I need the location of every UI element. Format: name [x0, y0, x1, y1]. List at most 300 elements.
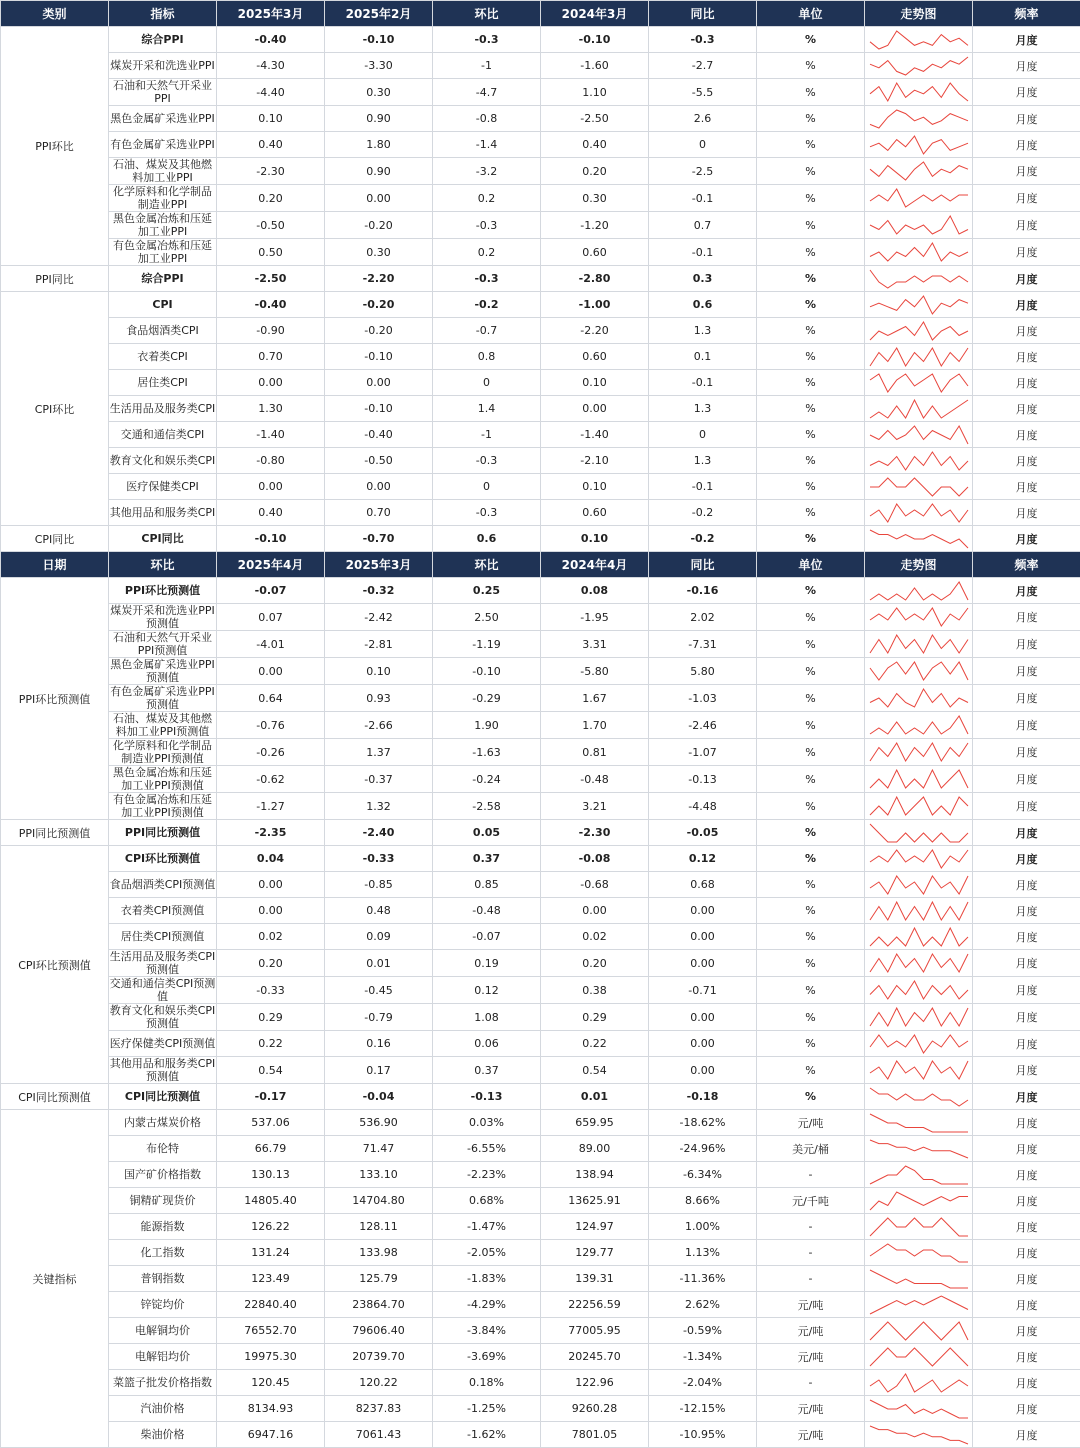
indicator-name: 有色金属冶炼和压延加工业PPI: [109, 239, 217, 266]
mom-change: -0.07: [433, 924, 541, 950]
unit-cell: -: [757, 1266, 865, 1292]
trend-cell: [865, 27, 973, 53]
current-value: 14805.40: [217, 1188, 325, 1214]
indicator-name: 石油和天然气开采业PPI预测值: [109, 631, 217, 658]
indicator-name: 煤炭开采和洗选业PPI: [109, 53, 217, 79]
frequency-cell: 月度: [973, 1240, 1080, 1266]
frequency-cell: 月度: [973, 79, 1080, 106]
previous-value: -0.70: [325, 526, 433, 552]
current-value: 126.22: [217, 1214, 325, 1240]
previous-value: 133.98: [325, 1240, 433, 1266]
unit-cell: %: [757, 950, 865, 977]
table-row: [1, 604, 1080, 631]
trend-line: [870, 1374, 968, 1392]
mom-change: 0.25: [433, 578, 541, 604]
yoy-change: 0.68: [649, 872, 757, 898]
previous-value: 0.00: [325, 370, 433, 396]
previous-value: -0.50: [325, 448, 433, 474]
trend-cell: [865, 1031, 973, 1057]
header-unit[interactable]: 单位: [757, 1, 865, 27]
frequency-cell: 月度: [973, 766, 1080, 793]
trend-line: [870, 1088, 968, 1106]
yoy-change: -24.96%: [649, 1136, 757, 1162]
unit-cell: %: [757, 872, 865, 898]
unit-cell: %: [757, 924, 865, 950]
mom-change: -1.62%: [433, 1422, 541, 1448]
trend-sparkline: [868, 55, 970, 77]
header-category[interactable]: 类别: [1, 1, 109, 27]
mom-change: -0.24: [433, 766, 541, 793]
mom-change: -4.7: [433, 79, 541, 106]
header-category[interactable]: 日期: [1, 552, 109, 578]
current-value: 131.24: [217, 1240, 325, 1266]
table-row: [1, 27, 1080, 53]
header-mom[interactable]: 环比: [433, 552, 541, 578]
frequency-cell: 月度: [973, 292, 1080, 318]
category-cell: CPI同比预测值: [1, 1084, 109, 1110]
indicator-name: 交通和通信类CPI预测值: [109, 977, 217, 1004]
table-row: [1, 631, 1080, 658]
previous-value: 0.09: [325, 924, 433, 950]
trend-cell: [865, 239, 973, 266]
mom-change: 0.18%: [433, 1370, 541, 1396]
last-year-value: 0.00: [541, 396, 649, 422]
yoy-change: 0.00: [649, 950, 757, 977]
trend-cell: [865, 500, 973, 526]
current-value: 0.00: [217, 872, 325, 898]
trend-line: [870, 1400, 968, 1418]
mom-change: 0.8: [433, 344, 541, 370]
mom-change: -0.3: [433, 27, 541, 53]
yoy-change: -5.5: [649, 79, 757, 106]
trend-line: [870, 635, 968, 653]
trend-line: [870, 400, 968, 418]
unit-cell: %: [757, 631, 865, 658]
yoy-change: -11.36%: [649, 1266, 757, 1292]
trend-sparkline: [868, 320, 970, 342]
current-value: 0.70: [217, 344, 325, 370]
trend-sparkline: [868, 900, 970, 922]
last-year-value: -0.10: [541, 27, 649, 53]
trend-line: [870, 743, 968, 761]
trend-line: [870, 478, 968, 496]
frequency-cell: 月度: [973, 578, 1080, 604]
header-last-year[interactable]: 2024年4月: [541, 552, 649, 578]
frequency-cell: 月度: [973, 1057, 1080, 1084]
yoy-change: -0.1: [649, 474, 757, 500]
previous-value: 8237.83: [325, 1396, 433, 1422]
table-row: [1, 500, 1080, 526]
yoy-change: -12.15%: [649, 1396, 757, 1422]
previous-value: -2.81: [325, 631, 433, 658]
trend-sparkline: [868, 1112, 970, 1134]
trend-cell: [865, 292, 973, 318]
previous-value: 0.00: [325, 474, 433, 500]
last-year-value: 89.00: [541, 1136, 649, 1162]
trend-cell: [865, 526, 973, 552]
trend-sparkline: [868, 476, 970, 498]
mom-change: -0.8: [433, 106, 541, 132]
trend-sparkline: [868, 187, 970, 209]
trend-sparkline: [868, 1164, 970, 1186]
indicator-name: 生活用品及服务类CPI预测值: [109, 950, 217, 977]
table-row: [1, 793, 1080, 820]
trend-line: [870, 954, 968, 972]
trend-sparkline: [868, 979, 970, 1001]
previous-value: -0.37: [325, 766, 433, 793]
table-row: [1, 1136, 1080, 1162]
trend-line: [870, 928, 968, 946]
trend-cell: [865, 872, 973, 898]
header-yoy[interactable]: 同比: [649, 1, 757, 27]
unit-cell: %: [757, 766, 865, 793]
previous-value: -0.40: [325, 422, 433, 448]
yoy-change: 0.00: [649, 1057, 757, 1084]
trend-sparkline: [868, 241, 970, 263]
current-value: 0.00: [217, 898, 325, 924]
previous-value: -2.42: [325, 604, 433, 631]
header-previous[interactable]: 2025年3月: [325, 552, 433, 578]
trend-cell: [865, 79, 973, 106]
indicator-name: 衣着类CPI预测值: [109, 898, 217, 924]
trend-cell: [865, 1422, 973, 1448]
trend-sparkline: [868, 580, 970, 602]
trend-line: [870, 1296, 968, 1314]
indicator-name: 居住类CPI: [109, 370, 217, 396]
last-year-value: 3.31: [541, 631, 649, 658]
yoy-change: 0.00: [649, 1004, 757, 1031]
trend-line: [870, 1322, 968, 1340]
table-row: [1, 292, 1080, 318]
table-row: [1, 1318, 1080, 1344]
header-mom[interactable]: 环比: [433, 1, 541, 27]
trend-line: [870, 850, 968, 868]
yoy-change: 1.13%: [649, 1240, 757, 1266]
unit-cell: 元/吨: [757, 1110, 865, 1136]
indicator-name: 化学原料和化学制品制造业PPI预测值: [109, 739, 217, 766]
table-row: [1, 977, 1080, 1004]
trend-sparkline: [868, 346, 970, 368]
unit-cell: %: [757, 1057, 865, 1084]
yoy-change: -0.1: [649, 185, 757, 212]
trend-sparkline: [868, 502, 970, 524]
yoy-change: -2.5: [649, 158, 757, 185]
trend-cell: [865, 266, 973, 292]
frequency-cell: 月度: [973, 1004, 1080, 1031]
frequency-cell: 月度: [973, 712, 1080, 739]
last-year-value: -2.50: [541, 106, 649, 132]
trend-line: [870, 296, 968, 314]
current-value: -0.07: [217, 578, 325, 604]
trend-cell: [865, 793, 973, 820]
unit-cell: %: [757, 318, 865, 344]
category-cell: PPI环比预测值: [1, 578, 109, 820]
last-year-value: 0.60: [541, 344, 649, 370]
unit-cell: %: [757, 344, 865, 370]
current-value: 0.50: [217, 239, 325, 266]
table-row: [1, 239, 1080, 266]
header-indicator[interactable]: 指标: [109, 1, 217, 27]
header-frequency[interactable]: 频率: [973, 1, 1080, 27]
frequency-cell: 月度: [973, 631, 1080, 658]
frequency-cell: 月度: [973, 53, 1080, 79]
last-year-value: -5.80: [541, 658, 649, 685]
frequency-cell: 月度: [973, 1110, 1080, 1136]
unit-cell: %: [757, 212, 865, 239]
previous-value: -2.20: [325, 266, 433, 292]
unit-cell: %: [757, 846, 865, 872]
table-row: [1, 1292, 1080, 1318]
current-value: 19975.30: [217, 1344, 325, 1370]
unit-cell: 元/吨: [757, 1396, 865, 1422]
header-last-year[interactable]: 2024年3月: [541, 1, 649, 27]
mom-change: -0.3: [433, 266, 541, 292]
previous-value: 536.90: [325, 1110, 433, 1136]
previous-value: 1.37: [325, 739, 433, 766]
trend-sparkline: [868, 1242, 970, 1264]
last-year-value: 20245.70: [541, 1344, 649, 1370]
unit-cell: %: [757, 370, 865, 396]
trend-sparkline: [868, 108, 970, 130]
last-year-value: 0.29: [541, 1004, 649, 1031]
mom-change: 0.37: [433, 846, 541, 872]
unit-cell: %: [757, 820, 865, 846]
mom-change: -1.25%: [433, 1396, 541, 1422]
table-row: [1, 526, 1080, 552]
current-value: 0.40: [217, 500, 325, 526]
frequency-cell: 月度: [973, 872, 1080, 898]
indicator-name: 电解铝均价: [109, 1344, 217, 1370]
yoy-change: -0.18: [649, 1084, 757, 1110]
trend-cell: [865, 132, 973, 158]
trend-line: [870, 1244, 968, 1262]
current-value: 66.79: [217, 1136, 325, 1162]
last-year-value: 0.08: [541, 578, 649, 604]
mom-change: -0.3: [433, 448, 541, 474]
unit-cell: %: [757, 1004, 865, 1031]
yoy-change: 2.6: [649, 106, 757, 132]
trend-cell: [865, 1162, 973, 1188]
trend-sparkline: [868, 81, 970, 103]
frequency-cell: 月度: [973, 500, 1080, 526]
mom-change: -0.2: [433, 292, 541, 318]
frequency-cell: 月度: [973, 1136, 1080, 1162]
indicator-name: 食品烟酒类CPI预测值: [109, 872, 217, 898]
unit-cell: %: [757, 292, 865, 318]
header-row: [1, 1, 1080, 27]
last-year-value: 0.38: [541, 977, 649, 1004]
current-value: 130.13: [217, 1162, 325, 1188]
mom-change: -3.69%: [433, 1344, 541, 1370]
current-value: 0.00: [217, 474, 325, 500]
unit-cell: %: [757, 1084, 865, 1110]
indicator-name: 电解铜均价: [109, 1318, 217, 1344]
trend-line: [870, 1270, 968, 1288]
previous-value: -2.66: [325, 712, 433, 739]
unit-cell: %: [757, 132, 865, 158]
header-frequency[interactable]: 频率: [973, 552, 1080, 578]
indicator-name: CPI: [109, 292, 217, 318]
mom-change: -1.83%: [433, 1266, 541, 1292]
frequency-cell: 月度: [973, 422, 1080, 448]
frequency-cell: 月度: [973, 950, 1080, 977]
yoy-change: 1.3: [649, 318, 757, 344]
unit-cell: 元/吨: [757, 1318, 865, 1344]
mom-change: 0.05: [433, 820, 541, 846]
yoy-change: -0.2: [649, 500, 757, 526]
current-value: -0.40: [217, 27, 325, 53]
previous-value: 133.10: [325, 1162, 433, 1188]
trend-line: [870, 716, 968, 734]
header-trend[interactable]: 走势图: [865, 1, 973, 27]
header-current[interactable]: 2025年3月: [217, 1, 325, 27]
mom-change: 0.85: [433, 872, 541, 898]
table-row: [1, 712, 1080, 739]
previous-value: -0.20: [325, 212, 433, 239]
yoy-change: -6.34%: [649, 1162, 757, 1188]
current-value: 6947.16: [217, 1422, 325, 1448]
last-year-value: 13625.91: [541, 1188, 649, 1214]
last-year-value: 9260.28: [541, 1396, 649, 1422]
previous-value: 0.01: [325, 950, 433, 977]
table-row: [1, 318, 1080, 344]
trend-sparkline: [868, 1268, 970, 1290]
frequency-cell: 月度: [973, 448, 1080, 474]
frequency-cell: 月度: [973, 239, 1080, 266]
mom-change: 0.37: [433, 1057, 541, 1084]
trend-cell: [865, 318, 973, 344]
indicator-name: 黑色金属矿采选业PPI: [109, 106, 217, 132]
frequency-cell: 月度: [973, 1292, 1080, 1318]
trend-line: [870, 1192, 968, 1210]
current-value: -0.26: [217, 739, 325, 766]
mom-change: -0.3: [433, 212, 541, 239]
table-row: [1, 872, 1080, 898]
indicator-name: 菜篮子批发价格指数: [109, 1370, 217, 1396]
trend-line: [870, 83, 968, 101]
current-value: 0.20: [217, 950, 325, 977]
unit-cell: %: [757, 500, 865, 526]
trend-cell: [865, 1240, 973, 1266]
indicator-name: 布伦特: [109, 1136, 217, 1162]
last-year-value: 124.97: [541, 1214, 649, 1240]
table-row: [1, 1188, 1080, 1214]
unit-cell: %: [757, 578, 865, 604]
trend-cell: [865, 185, 973, 212]
trend-cell: [865, 924, 973, 950]
trend-line: [870, 216, 968, 234]
header-trend[interactable]: 走势图: [865, 552, 973, 578]
yoy-change: 8.66%: [649, 1188, 757, 1214]
trend-line: [870, 1166, 968, 1184]
mom-change: 0.2: [433, 239, 541, 266]
trend-cell: [865, 604, 973, 631]
header-indicator[interactable]: 环比: [109, 552, 217, 578]
current-value: 76552.70: [217, 1318, 325, 1344]
trend-cell: [865, 106, 973, 132]
yoy-change: 0.00: [649, 1031, 757, 1057]
yoy-change: 1.3: [649, 448, 757, 474]
mom-change: -0.10: [433, 658, 541, 685]
trend-sparkline: [868, 268, 970, 290]
last-year-value: 0.20: [541, 950, 649, 977]
trend-cell: [865, 1057, 973, 1084]
frequency-cell: 月度: [973, 1344, 1080, 1370]
unit-cell: %: [757, 712, 865, 739]
trend-line: [870, 243, 968, 261]
frequency-cell: 月度: [973, 898, 1080, 924]
mom-change: 2.50: [433, 604, 541, 631]
last-year-value: -2.30: [541, 820, 649, 846]
trend-sparkline: [868, 687, 970, 709]
trend-sparkline: [868, 1006, 970, 1028]
unit-cell: -: [757, 1240, 865, 1266]
trend-sparkline: [868, 1033, 970, 1055]
last-year-value: 77005.95: [541, 1318, 649, 1344]
table-row: [1, 1422, 1080, 1448]
current-value: 22840.40: [217, 1292, 325, 1318]
trend-line: [870, 1114, 968, 1132]
trend-sparkline: [868, 1138, 970, 1160]
mom-change: 0.06: [433, 1031, 541, 1057]
header-yoy[interactable]: 同比: [649, 552, 757, 578]
trend-line: [870, 189, 968, 207]
mom-change: -2.05%: [433, 1240, 541, 1266]
unit-cell: %: [757, 185, 865, 212]
header-previous[interactable]: 2025年2月: [325, 1, 433, 27]
indicator-name: 有色金属矿采选业PPI: [109, 132, 217, 158]
unit-cell: %: [757, 685, 865, 712]
trend-line: [870, 770, 968, 788]
trend-line: [870, 110, 968, 128]
unit-cell: %: [757, 422, 865, 448]
trend-cell: [865, 820, 973, 846]
unit-cell: %: [757, 53, 865, 79]
trend-sparkline: [868, 528, 970, 550]
previous-value: 0.10: [325, 658, 433, 685]
current-value: -4.01: [217, 631, 325, 658]
current-value: -0.50: [217, 212, 325, 239]
unit-cell: %: [757, 266, 865, 292]
trend-cell: [865, 631, 973, 658]
trend-line: [870, 797, 968, 815]
trend-line: [870, 582, 968, 600]
table-row: [1, 212, 1080, 239]
header-unit[interactable]: 单位: [757, 552, 865, 578]
trend-cell: [865, 396, 973, 422]
mom-change: -1.63: [433, 739, 541, 766]
trend-cell: [865, 370, 973, 396]
last-year-value: 1.70: [541, 712, 649, 739]
last-year-value: 0.20: [541, 158, 649, 185]
frequency-cell: 月度: [973, 1084, 1080, 1110]
yoy-change: -1.34%: [649, 1344, 757, 1370]
trend-line: [870, 1348, 968, 1366]
last-year-value: 0.10: [541, 474, 649, 500]
mom-change: 0.12: [433, 977, 541, 1004]
header-current[interactable]: 2025年4月: [217, 552, 325, 578]
indicator-name: 汽油价格: [109, 1396, 217, 1422]
previous-value: 0.30: [325, 239, 433, 266]
previous-value: 79606.40: [325, 1318, 433, 1344]
trend-cell: [865, 1344, 973, 1370]
trend-sparkline: [868, 874, 970, 896]
unit-cell: %: [757, 604, 865, 631]
table-row: [1, 658, 1080, 685]
unit-cell: -: [757, 1162, 865, 1188]
frequency-cell: 月度: [973, 685, 1080, 712]
trend-cell: [865, 1266, 973, 1292]
